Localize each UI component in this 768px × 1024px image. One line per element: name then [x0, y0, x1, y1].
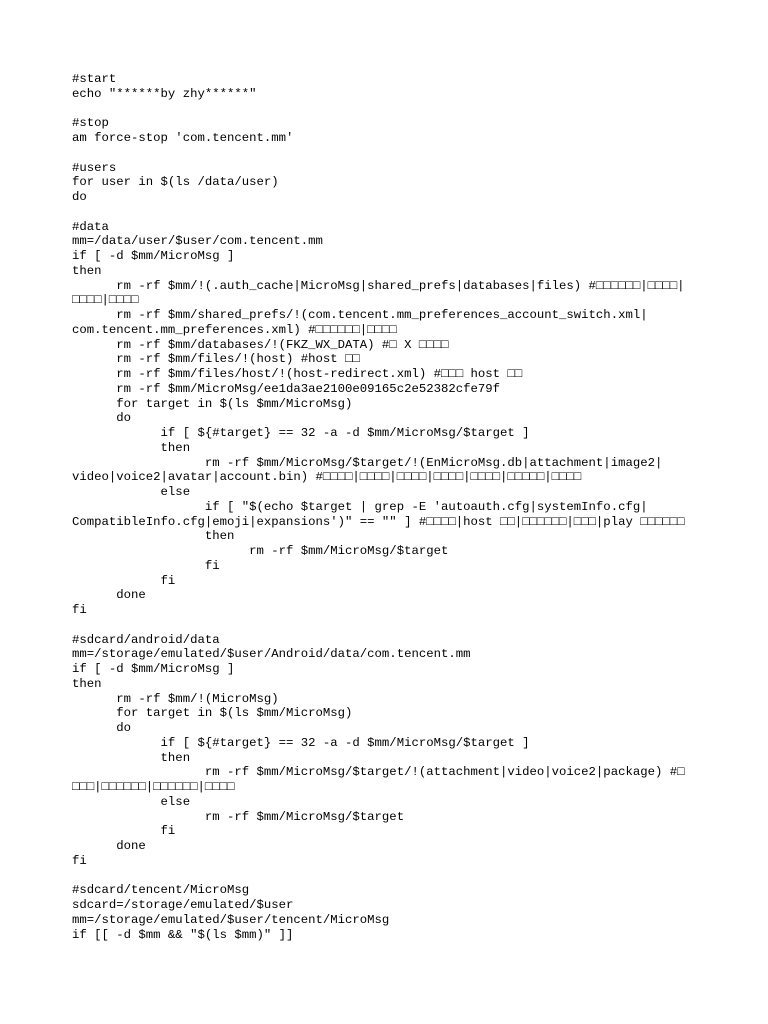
code-line: for target in $(ls $mm/MicroMsg) — [72, 706, 353, 721]
code-line: #start — [72, 72, 117, 86]
code-line: for user in $(ls /data/user) — [72, 175, 279, 190]
code-line: fi — [72, 573, 176, 588]
code-line: then — [72, 676, 102, 691]
code-line: com.tencent.mm_preferences.xml) #□□□□□□|□□□□ — [72, 322, 397, 337]
code-line: if [ "$(echo $target | grep -E 'autoauth.cfg|systemInfo.cfg| — [72, 499, 648, 514]
code-line: rm -rf $mm/MicroMsg/$target/!(EnMicroMsg.db|attachment|image2| — [72, 455, 663, 470]
code-line: do — [72, 411, 132, 426]
code-line: then — [72, 750, 191, 765]
code-line: fi — [72, 853, 87, 868]
code-line: mm=/storage/emulated/$user/Android/data/com.tencent.mm — [72, 647, 471, 662]
code-line: rm -rf $mm/MicroMsg/$target — [72, 809, 405, 824]
code-line: done — [72, 839, 146, 853]
code-line: rm -rf $mm/MicroMsg/$target/!(attachment|video|voice2|package) #□ — [72, 765, 685, 780]
code-line: if [[ -d $mm && "$(ls $mm)" ]] — [72, 927, 294, 942]
code-line: #stop — [72, 116, 109, 131]
code-line: then — [72, 263, 102, 278]
code-line — [72, 869, 702, 884]
code-line: rm -rf $mm/files/host/!(host-redirect.xml) #□□□ host □□ — [72, 367, 523, 381]
code-line: if [ ${#target} == 32 -a -d $mm/MicroMsg/$target ] — [72, 735, 530, 750]
code-line: echo "******by zhy******" — [72, 86, 257, 101]
code-line: □□□|□□□□□□|□□□□□□|□□□□ — [72, 780, 235, 794]
code-line: fi — [72, 603, 87, 617]
code-line: then — [72, 529, 235, 544]
code-line: else — [72, 485, 191, 499]
code-line: CompatibleInfo.cfg|emoji|expansions')" == "" ] #□□□□|host □□|□□□□□□|□□□|play □□□□□□ — [72, 514, 685, 529]
script-document — [72, 72, 702, 942]
code-line: if [ -d $mm/MicroMsg ] — [72, 249, 235, 263]
code-line: do — [72, 190, 87, 204]
code-line: rm -rf $mm/databases/!(FKZ_WX_DATA) #□ X □□□□ — [72, 337, 449, 352]
code-line: sdcard=/storage/emulated/$user — [72, 898, 294, 912]
code-line: #sdcard/android/data — [72, 632, 220, 647]
code-line: #data — [72, 219, 109, 234]
code-line: video|voice2|avatar|account.bin) #□□□□|□□□□|□□□□|□□□□|□□□□|□□□□□|□□□□ — [72, 470, 582, 485]
code-line: □□□□|□□□□ — [72, 293, 139, 308]
code-line: #sdcard/tencent/MicroMsg — [72, 883, 250, 898]
code-line: mm=/storage/emulated/$user/tencent/MicroMsg — [72, 912, 390, 927]
code-line: fi — [72, 824, 176, 839]
code-line: rm -rf $mm/files/!(host) #host □□ — [72, 352, 360, 367]
code-line — [72, 146, 702, 161]
code-line — [72, 205, 702, 220]
code-line: else — [72, 794, 191, 809]
code-line: rm -rf $mm/!(MicroMsg) — [72, 691, 279, 706]
code-line: then — [72, 440, 191, 455]
code-line: rm -rf $mm/shared_prefs/!(com.tencent.mm_preferences_account_switch.xml| — [72, 308, 648, 322]
code-line: rm -rf $mm/!(.auth_cache|MicroMsg|shared_prefs|databases|files) #□□□□□□|□□□□| — [72, 278, 685, 293]
code-line: mm=/data/user/$user/com.tencent.mm — [72, 234, 323, 249]
code-line: for target in $(ls $mm/MicroMsg) — [72, 396, 353, 411]
code-line: #users — [72, 160, 117, 175]
code-line: do — [72, 721, 132, 735]
code-line: am force-stop 'com.tencent.mm' — [72, 131, 294, 145]
code-line: rm -rf $mm/MicroMsg/$target — [72, 544, 449, 558]
code-line: if [ ${#target} == 32 -a -d $mm/MicroMsg/$target ] — [72, 426, 530, 440]
code-line — [72, 102, 702, 117]
code-line: fi — [72, 558, 220, 573]
code-line: if [ -d $mm/MicroMsg ] — [72, 662, 235, 676]
code-line: rm -rf $mm/MicroMsg/ee1da3ae2100e09165c2e52382cfe79f — [72, 381, 501, 396]
code-line: done — [72, 588, 146, 603]
code-line — [72, 618, 702, 633]
